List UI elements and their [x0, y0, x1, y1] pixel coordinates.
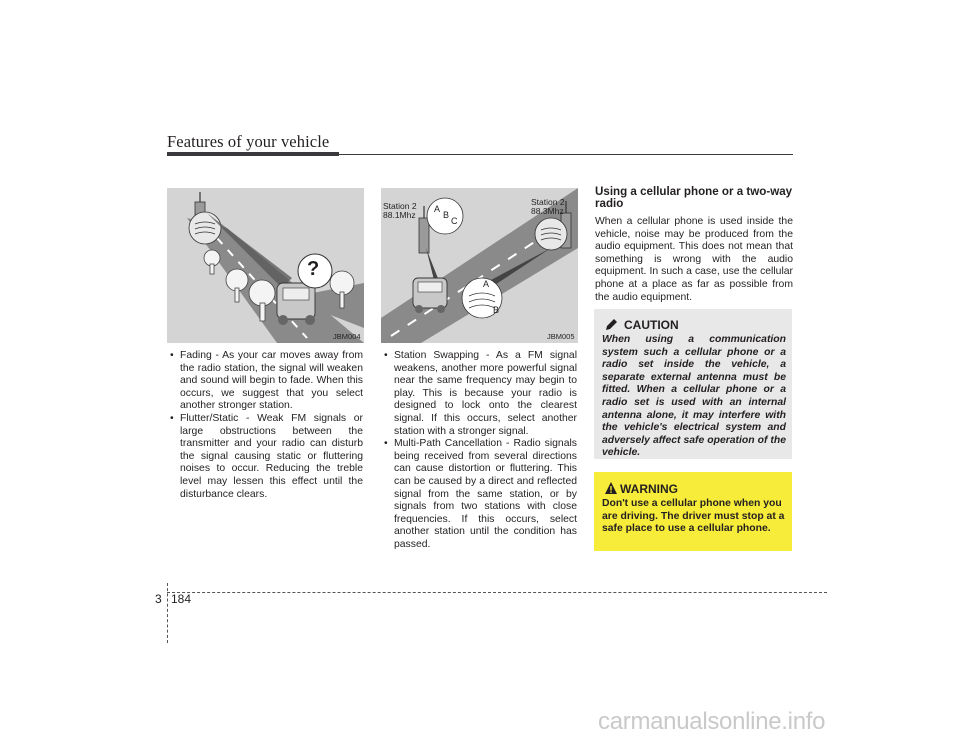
section-title: Using a cellular phone or a two-way radio	[595, 185, 793, 210]
list-item: • Fading - As your car moves away from the radio station, the signal will weaken and sound will begin to fade. When this occurs, we suggest that you select another stronger station.	[170, 350, 363, 413]
figure-code-left: JBM004	[333, 332, 361, 341]
left-bullet-list	[170, 350, 363, 501]
list-item: • Multi-Path Cancellation - Radio signals being received from several directions can cause distortion or fluttering. This can be caused by a direct and reflected signal from the same station, or by signals from two stations with close frequencies. If this occurs, select another station until the condition has passed.	[384, 438, 577, 551]
fading-illustration	[167, 188, 364, 343]
warning-title: WARNING	[620, 482, 678, 496]
list-item: • Flutter/Static - Weak FM signals or large obstructions between the transmitter and your radio can disturb the signal causing static or fluttering noises to occur. Reducing the treble level may lessen this effect until the disturbance clears.	[170, 413, 363, 501]
figure-code-middle: JBM005	[547, 332, 575, 341]
radio-tower-icon	[189, 192, 221, 244]
caution-box	[594, 309, 792, 459]
car-icon	[277, 283, 315, 325]
warning-box	[594, 472, 792, 551]
warning-triangle-icon	[604, 481, 618, 495]
section-body: When a cellular phone is used inside the vehicle, noise may be produced from the audio equipment. This does not mean that something is wrong with the audio equipment. In such a case, use the cellular phone at a place as far as possible from the audio equipment.	[595, 216, 793, 303]
page-header-title: Features of your vehicle	[167, 132, 330, 151]
list-item: • Station Swapping - As a FM signal weakens, another more powerful signal near the same frequency may begin to play. This is because your radio is designed to lock onto the clearest signal. If this occurs, select another station with a stronger signal.	[384, 350, 577, 438]
car-letter-a: A	[483, 279, 490, 289]
caution-text: When using a communication system such a cellular phone or a radio set inside the vehicle, a separate external antenna must be fitted. When a cellular phone or a radio set is used with an internal antenna alone, it may interfere with the vehicle's electrical system and adversely affect safe operation of the vehicle.	[602, 334, 786, 459]
pencil-icon	[604, 318, 618, 332]
figure-station-swapping	[381, 188, 578, 343]
letter-b: B	[443, 210, 450, 220]
question-mark: ?	[307, 258, 320, 280]
car-icon	[413, 278, 447, 313]
header-rule-thick	[167, 152, 339, 156]
middle-bullet-list	[384, 350, 577, 552]
station-right-label: Station 2 88.3Mhz	[531, 197, 565, 216]
footer-rule	[167, 592, 827, 593]
page-number: 184	[171, 592, 192, 606]
caution-title: CAUTION	[624, 318, 679, 332]
footer-vertical-rule	[167, 583, 168, 643]
header-rule-thin	[339, 154, 793, 155]
letter-c: C	[451, 216, 458, 226]
letter-a: A	[434, 204, 441, 214]
chapter-number: 3	[155, 592, 162, 606]
watermark: carmanualsonline.info	[598, 708, 826, 735]
car-letter-b: B	[493, 305, 500, 315]
warning-text: Don't use a cellular phone when you are driving. The driver must stop at a safe place to use a cellular phone.	[602, 498, 785, 535]
station-left-label: Station 2 88.1Mhz	[383, 201, 417, 220]
figure-fading	[167, 188, 364, 343]
